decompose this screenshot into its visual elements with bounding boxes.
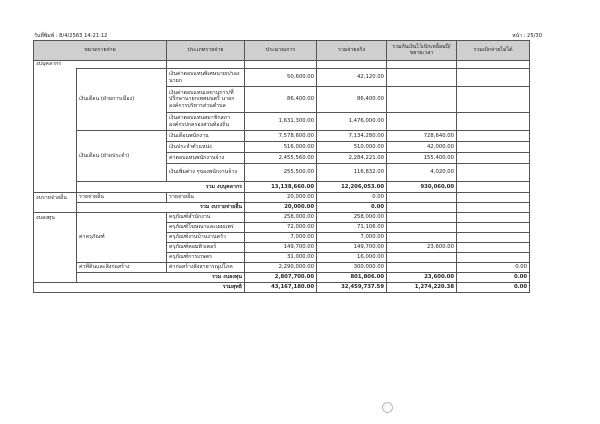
row-unpaid: [457, 87, 530, 113]
subtotal-row: [34, 203, 530, 213]
row-type: ค่าก่อสร้างสิ่งสาธารณูปโภค: [167, 263, 245, 273]
row-estimate: 86,400.00: [245, 87, 317, 113]
row-paid: 7,000.00: [317, 233, 387, 243]
col-header-estimate: ประมาณการ: [245, 41, 317, 61]
row-estimate: 2,290,000.00: [245, 263, 317, 273]
row-carry: [387, 113, 457, 131]
row-type: ครุภัณฑ์สำนักงาน: [167, 213, 245, 223]
row-carry: [387, 87, 457, 113]
grand-total-estimate: 43,167,180.00: [245, 283, 317, 293]
row-type: รายจ่ายอื่น: [167, 193, 245, 203]
row-type: เงินประจำตำแหน่ง: [167, 142, 245, 153]
row-estimate: 31,000.00: [245, 253, 317, 263]
row-type: ครุภัณฑ์การเกษตร: [167, 253, 245, 263]
row-estimate: 50,600.00: [245, 69, 317, 87]
grand-total-unpaid: 0.00: [457, 283, 530, 293]
row-estimate: 7,578,600.00: [245, 131, 317, 142]
grand-total-row: [34, 283, 530, 293]
subtotal-row: [34, 273, 530, 283]
col-header-category: หมวดรายจ่าย: [34, 41, 167, 61]
category-label: เงินเดือน (ฝ่ายประจำ): [77, 131, 167, 182]
row-type: เงินเดือนพนักงาน: [167, 131, 245, 142]
row-paid: 510,000.00: [317, 142, 387, 153]
row-paid: 0.00: [317, 193, 387, 203]
grand-total-label: รวมสุทธิ: [34, 283, 245, 293]
row-estimate: 258,000.00: [245, 213, 317, 223]
subtotal-paid: 0.00: [317, 203, 387, 213]
row-estimate: 255,500.00: [245, 164, 317, 182]
row-carry: 4,020.00: [387, 164, 457, 182]
row-type: ค่าตอบแทนพนักงานจ้าง: [167, 153, 245, 164]
subtotal-carry: 23,600.00: [387, 273, 457, 283]
row-type: เงินค่าตอบแทนเลขานุการ/ที่ปรึกษานายกเทศมนตรี นายกองค์การบริหารส่วนตำบล: [167, 87, 245, 113]
row-estimate: 2,455,560.00: [245, 153, 317, 164]
subtotal-estimate: 13,138,660.00: [245, 182, 317, 193]
category-label: รายจ่ายอื่น: [77, 193, 167, 203]
row-unpaid: 0.00: [457, 263, 530, 273]
group-label: งบรายจ่ายอื่น: [34, 193, 77, 203]
row-carry: [387, 213, 457, 223]
table-row: [34, 193, 530, 203]
col-header-carryover: รวมกันเงินไว้เบิกเหลื่อมปี/ขยายเวลา: [387, 41, 457, 61]
row-paid: 258,000.00: [317, 213, 387, 223]
category-label: ค่าที่ดินและสิ่งก่อสร้าง: [77, 263, 167, 273]
row-type: ครุภัณฑ์คอมพิวเตอร์: [167, 243, 245, 253]
group-label: งบลงทุน: [34, 213, 77, 223]
print-date: วันที่พิมพ์ : 8/4/2563 14:21:12: [34, 33, 108, 39]
category-label: เงินเดือน (ฝ่ายการเมือง): [77, 69, 167, 131]
row-unpaid: [457, 69, 530, 87]
row-carry: [387, 69, 457, 87]
table-row: [34, 263, 530, 273]
page-number: หน้า : 25/30: [512, 33, 542, 39]
subtotal-estimate: 2,807,700.00: [245, 273, 317, 283]
subtotal-estimate: 20,000.00: [245, 203, 317, 213]
row-type: เงินเพิ่มต่าง ๆของพนักงานจ้าง: [167, 164, 245, 182]
subtotal-carry: 930,060.00: [387, 182, 457, 193]
category-label: ค่าครุภัณฑ์: [77, 213, 167, 263]
row-estimate: 7,000.00: [245, 233, 317, 243]
row-carry: [387, 223, 457, 233]
table-header-row: [34, 41, 530, 61]
subtotal-paid: 12,206,053.00: [317, 182, 387, 193]
col-header-type: ประเภทรายจ่าย: [167, 41, 245, 61]
row-paid: 7,134,280.00: [317, 131, 387, 142]
row-carry: [387, 193, 457, 203]
row-paid: 86,400.00: [317, 87, 387, 113]
grand-total-paid: 32,459,737.59: [317, 283, 387, 293]
row-estimate: 149,700.00: [245, 243, 317, 253]
row-paid: 16,000.00: [317, 253, 387, 263]
row-carry: 42,000.00: [387, 142, 457, 153]
row-unpaid: [457, 131, 530, 142]
row-paid: 149,700.00: [317, 243, 387, 253]
row-paid: 300,000.00: [317, 263, 387, 273]
row-unpaid: [457, 213, 530, 223]
subtotal-label: รวม งบลงทุน: [77, 273, 245, 283]
row-type: ครุภัณฑ์งานบ้านงานครัว: [167, 233, 245, 243]
row-paid: 42,120.00: [317, 69, 387, 87]
row-unpaid: [457, 153, 530, 164]
row-unpaid: [457, 193, 530, 203]
row-paid: 2,284,221.00: [317, 153, 387, 164]
row-carry: [387, 253, 457, 263]
col-header-paid: รวมจ่ายจริง: [317, 41, 387, 61]
row-carry: [387, 263, 457, 273]
row-unpaid: [457, 113, 530, 131]
table-row: [34, 69, 530, 87]
col-header-unpaid: รวมเบิกจ่ายไม่ได้: [457, 41, 530, 61]
table-row: [34, 213, 530, 223]
row-unpaid: [457, 243, 530, 253]
group-label: งบบุคลากร: [34, 61, 167, 69]
row-paid: 1,476,000.00: [317, 113, 387, 131]
row-type: ครุภัณฑ์โฆษณาและเผยแพร่: [167, 223, 245, 233]
row-unpaid: [457, 233, 530, 243]
row-paid: 71,106.00: [317, 223, 387, 233]
subtotal-unpaid: 0.00: [457, 273, 530, 283]
row-estimate: 516,000.00: [245, 142, 317, 153]
row-unpaid: [457, 253, 530, 263]
subtotal-label: รวม งบบุคลากร: [77, 182, 245, 193]
row-unpaid: [457, 164, 530, 182]
subtotal-row: [34, 182, 530, 193]
subtotal-paid: 801,806.00: [317, 273, 387, 283]
row-carry: 23,600.00: [387, 243, 457, 253]
row-paid: 116,832.00: [317, 164, 387, 182]
row-type: เงินค่าตอบแทนสมาชิกสภาองค์กรปกครองส่วนท้องถิ่น: [167, 113, 245, 131]
punch-hole: [382, 402, 393, 413]
row-carry: 155,400.00: [387, 153, 457, 164]
row-carry: 728,640.00: [387, 131, 457, 142]
row-estimate: 20,000.00: [245, 193, 317, 203]
row-type: เงินค่าตอบแทนพิเศษนายก/รองนายก: [167, 69, 245, 87]
budget-table: [33, 40, 530, 293]
table-row: [34, 131, 530, 142]
subtotal-label: รวม งบรายจ่ายอื่น: [77, 203, 245, 213]
grand-total-carry: 1,274,220.38: [387, 283, 457, 293]
row-estimate: 72,000.00: [245, 223, 317, 233]
row-estimate: 1,631,300.00: [245, 113, 317, 131]
table-row: [34, 61, 530, 69]
row-unpaid: [457, 142, 530, 153]
row-carry: [387, 233, 457, 243]
row-unpaid: [457, 223, 530, 233]
